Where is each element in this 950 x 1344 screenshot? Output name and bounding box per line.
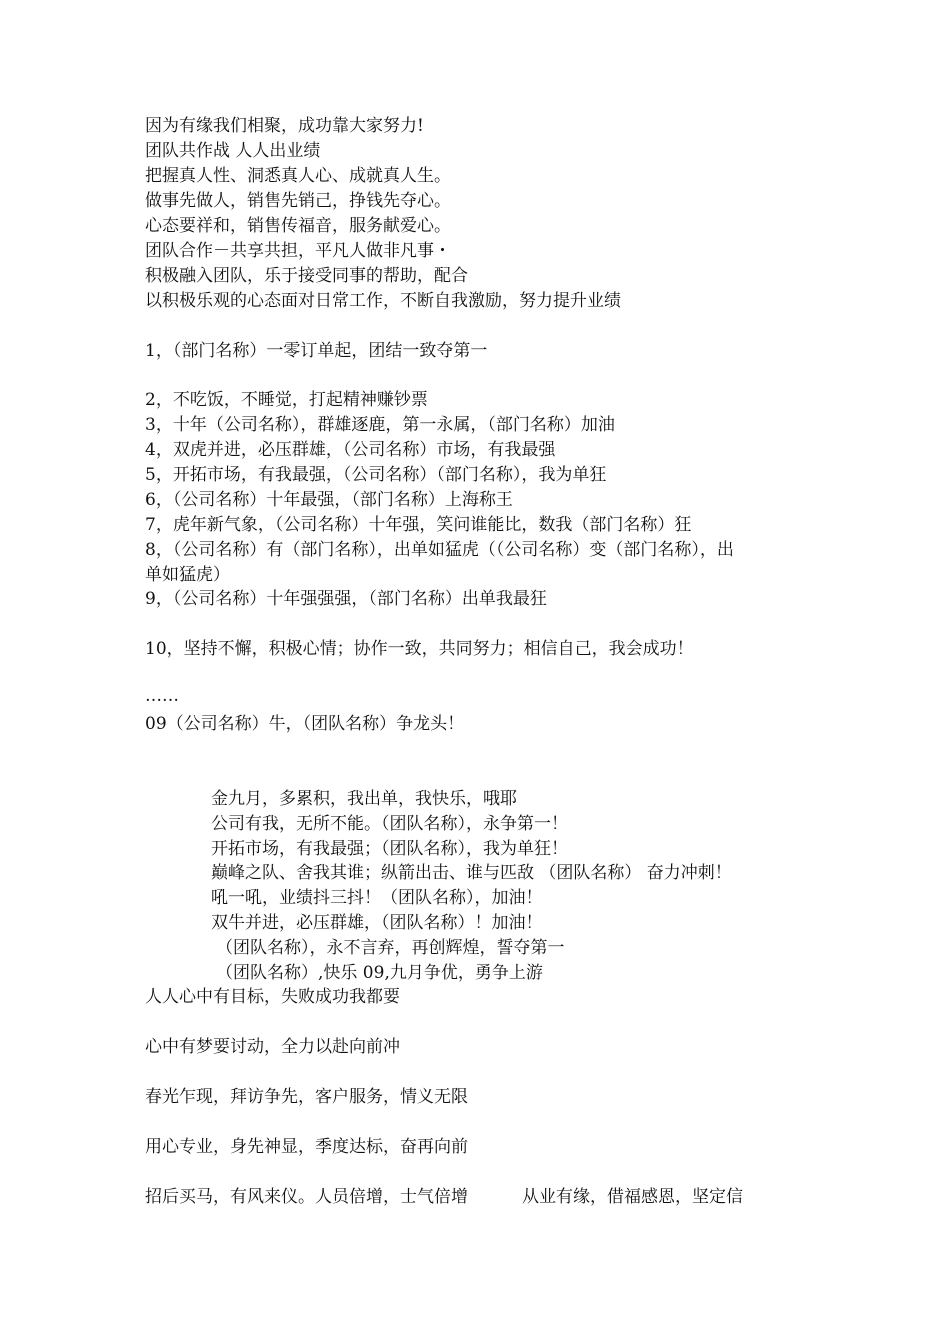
closing-line: 招后买马，有风来仪。人员倍增，士气倍增 从业有缘，借福感恩，坚定信 <box>145 1187 744 1207</box>
slogan-line: 09（公司名称）牛，（团队名称）争龙头！ <box>145 714 465 734</box>
closing-line: 人人心中有目标，失败成功我都要 <box>145 987 400 1007</box>
intro-line: 团队共作战 人人出业绩 <box>145 141 321 161</box>
ellipsis: …… <box>145 686 179 706</box>
intro-line: 做事先做人，销售先销己，挣钱先夺心。 <box>145 191 451 211</box>
slogan-line: 6，（公司名称）十年最强，（部门名称）上海称王 <box>145 490 513 510</box>
closing-line: 心中有梦要讨动，全力以赴向前冲 <box>145 1037 400 1057</box>
intro-line: 积极融入团队，乐于接受同事的帮助，配合 <box>145 266 468 286</box>
cheer-line: 公司有我，无所不能。（团队名称），永争第一！ <box>211 814 568 834</box>
slogan-line: 单如猛虎） <box>145 565 230 585</box>
slogan-line: 8，（公司名称）有（部门名称），出单如猛虎（（公司名称）变（部门名称），出 <box>145 540 734 560</box>
slogan-line: 3，十年（公司名称），群雄逐鹿，第一永属，（部门名称）加油 <box>145 415 615 435</box>
slogan-line: 10，坚持不懈，积极心情；协作一致，共同努力；相信自己，我会成功！ <box>145 639 694 659</box>
intro-line: 把握真人性、洞悉真人心、成就真人生。 <box>145 166 451 186</box>
intro-line: 团队合作－共享共担，平凡人做非凡事・ <box>145 241 451 261</box>
intro-line: 心态要祥和，销售传福音，服务献爱心。 <box>145 216 451 236</box>
closing-line: 用心专业，身先神显，季度达标，奋再向前 <box>145 1137 468 1157</box>
intro-line: 以积极乐观的心态面对日常工作，不断自我激励，努力提升业绩 <box>145 291 621 311</box>
slogan-line: 2，不吃饭，不睡觉，打起精神赚钞票 <box>145 390 428 410</box>
cheer-line: 巅峰之队、舍我其谁；纵箭出击、谁与匹敌 （团队名称） 奋力冲刺！ <box>211 863 732 883</box>
cheer-line: 双牛并进，必压群雄，（团队名称）！加油！ <box>211 913 543 933</box>
slogan-line: 7，虎年新气象，（公司名称）十年强，笑问谁能比，数我（部门名称）狂 <box>145 515 692 535</box>
intro-line: 因为有缘我们相聚，成功靠大家努力! <box>145 116 424 136</box>
slogan-line: 4，双虎并进，必压群雄，（公司名称）市场，有我最强 <box>145 440 556 460</box>
slogan-line: 5，开拓市场，有我最强，（公司名称）（部门名称），我为单狂 <box>145 465 607 485</box>
slogan-line: 1，（部门名称）一零订单起，团结一致夺第一 <box>145 341 488 361</box>
cheer-line: 金九月，多累积，我出单，我快乐，哦耶 <box>211 789 517 809</box>
cheer-line: 开拓市场，有我最强；（团队名称），我为单狂！ <box>211 839 568 859</box>
slogan-line: 9，（公司名称）十年强强强，（部门名称）出单我最狂 <box>145 589 547 609</box>
cheer-line: （团队名称），永不言弃，再创辉煌，誓夺第一 <box>216 938 565 958</box>
cheer-line: 吼一吼，业绩抖三抖！（团队名称），加油！ <box>211 888 543 908</box>
closing-line: 春光乍现，拜访争先，客户服务，情义无限 <box>145 1087 468 1107</box>
cheer-line: （团队名称）,快乐 09,九月争优，勇争上游 <box>216 963 543 983</box>
